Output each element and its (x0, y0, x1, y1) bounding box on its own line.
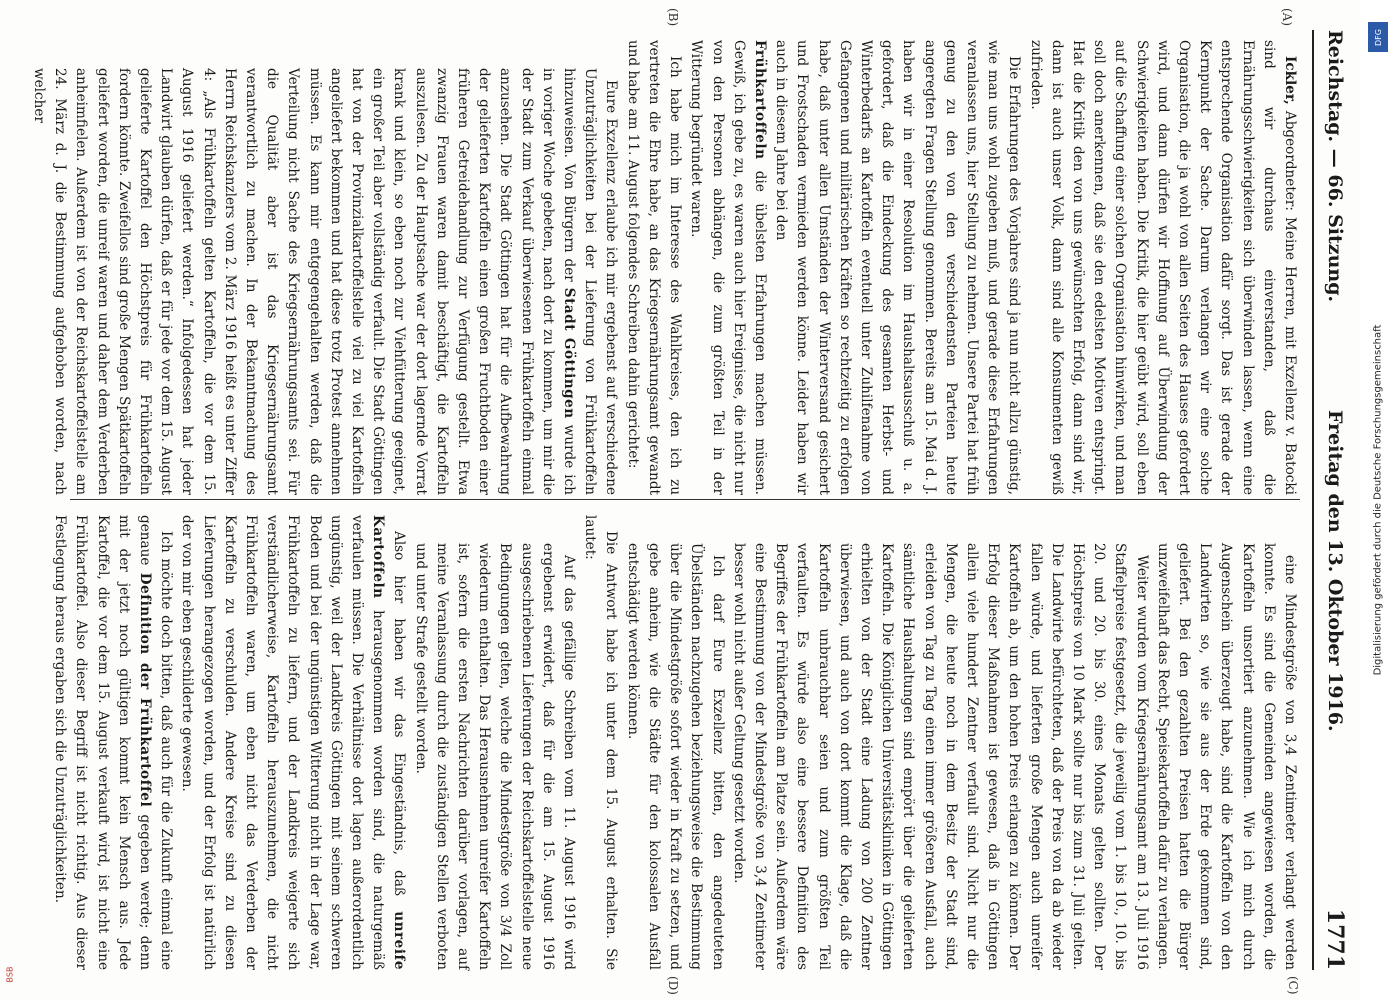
header-rule (1312, 30, 1314, 970)
emphasis: Definition der Frühkartoffel (137, 572, 154, 808)
paragraph-text: Ich möchte doch bitten, daß auch für die Zukunft einmal eine genaue (137, 515, 175, 970)
badge-text: DFG (1373, 28, 1383, 46)
quoted-reply: Auf das gefällige Schreiben vom 11. August 1916 wird ergebenst erwidert, daß für die am 15. August 1916 ausgeschriebenen Lieferungen der Reichskartoffelstelle neue Bedingungen gelten, welche die Mindestgröße von 3/4 Zoll wiederum enthalten. Das Herausnehmen unreifer Kartoffeln ist, sofern die ersten Nachrichten darüber vorlagen, auf meine Veranlassung durch die zuständigen Stellen verboten und unter Strafe gestellt worden. (412, 543, 578, 970)
emphasis: Stadt Göttingen (561, 287, 578, 419)
dfg-logo (1368, 22, 1388, 52)
paragraph: Die Erfahrungen des Vorjahres sind ja nun nicht allzu günstig, wie man uns wohl zugeben muß, und gerade diese Erfahrungen veranlassen uns, hier Stellung zu nehmen. Unsere Partei hat früh genug zu den von den verschiedensten Parteien heute angeregten Fragen Stellung genommen. Bereits am 15. Mai d. J. haben wir in einer Resolution im Haushaltsausschuß u. a. gefordert, daß die Eindeckung des gesamten Herbst- und Winterbedarfs an Kartoffeln eventuell unter Zuhilfenahme von Gefangenen und militärischen Kräften so rechtzeitig zu erfolgen habe, daß unter allen Umständen der Winterversand gesichert und Frostschaden vermieden werden könne. Leider haben wir auch in diesem Jahre bei den (773, 40, 1023, 495)
paragraph-text: die übelsten Erfahrungen machen müssen. Gewiß, ich gebe zu, es waren auch hier Ereignisse, die nicht nur von den Personen abhängen, die zum größten Teil in der Witterung begründet waren. (688, 40, 768, 495)
column-divider (70, 499, 1300, 500)
emphasis: Frühkartoffeln (751, 40, 768, 160)
right-column (49, 515, 1300, 970)
quoted-letter: Weiter wurden vom Kriegsernährungsamt am 13. Juli 1916 Staffelpreise festgesetzt, die jeweilig vom 1. bis 10., 10. bis 20. und 20. bis 30. eines Monats gelten sollten. Der Höchstpreis von 10 Mark sollte nur bis zum 31. Juli gelten. Die Landwirte befürchteten, daß der Preis von da ab wieder fallen würde, und lieferten große Mengen auch unreifer Kartoffeln ab, um den hohen Preis erlangen zu können. Der Erfolg dieser Maßnahmen ist gewesen, daß in Göttingen allein viele hundert Zentner verfault sind. Nicht nur die Mengen, die heute noch in dem Besitz der Stadt sind, erleiden von Tag zu Tag einen immer größeren Ausfall, auch sämtliche Haushaltungen sind empört über die gelieferten Kartoffeln. Die Königlichen Universitätskliniken in Göttingen erhielten von der Stadt eine Ladung von 200 Zentner überwiesen, und auch von dort kommt die Klage, daß die Kartoffeln unbrauchbar seien und zum größten Teil verfaulten. Es würde also eine bessere Definition des Begriffes der Frühkartoffeln am Platze sein. Außerdem wäre eine Bestimmung von der Mindestgröße von 3,4 Zentimeter besser wohl nicht außer Geltung gesetzt worden. (730, 543, 1150, 970)
emphasis: unreife Kartoffeln (370, 515, 408, 970)
stamp-text: BSB (5, 966, 15, 983)
paragraph-text: Eure Exzellenz erlaube ich mir ergebenst auf verschiedene Unzuträglichkeiten bei der Lieferung von Frühkartoffeln hinzuweisen. Von Bürgern der (561, 68, 620, 495)
margin-marker-c: (C) (1286, 976, 1300, 995)
digitization-credit (1364, 0, 1392, 1000)
paragraph: Die Antwort habe ich unter dem 15. August erhalten. Sie lautet: (582, 515, 620, 970)
running-head-date: Freitag den 13. Oktober 1916. (1324, 410, 1346, 732)
bsb-stamp (2, 960, 16, 990)
quoted-letter (28, 40, 622, 495)
paragraph-text: Also hier haben wir das Eingeständnis, daß (391, 531, 408, 897)
paragraph (49, 515, 176, 970)
margin-marker-d: (D) (666, 976, 680, 995)
page-number: 1771 (1322, 908, 1348, 970)
paragraph (685, 40, 770, 495)
paragraph-text: gegeben werde; denn mit der jetzt noch gültigen kommt kein Mensch aus. Jede Kartoffel, die vor dem 15. August verkauft wird, ist nicht eine Frühkartoffel. Also dieser Begriff ist nicht richtig. Aus dieser Festlegung heraus ergaben sich die Unzuträglichkeiten. (52, 515, 154, 970)
margin-marker-a: (A) (1280, 8, 1294, 27)
margin-marker-b: (B) (666, 8, 680, 27)
running-head-left: Reichstag. — 66. Sitzung. (1324, 30, 1346, 303)
speaker-name: Ickler, (1282, 56, 1298, 105)
paragraph-text: wurde ich in voriger Woche gebeten, nach dort zu kommen, um mir die der Stadt zum Verkauf überwiesenen Frühkartoffeln einmal anzusehen. Die Stadt Göttingen hat für die Aufbewahrung der gelieferten Kartoffeln einen großen Fruchtboden einer früheren Getreidehandlung zur Verfügung gestellt. Etwa zwanzig Frauen waren damit beschäftigt, die Kartoffeln auszulesen. Zu der Hauptsache war der dort lagernde Vorrat krank und klein, so eben noch zur Viehfütterung geeignet, ein großer Teil aber vollständig verfault. Die Stadt Göttingen hat von der Provinzialkartoffelstelle viel zu viel Kartoffeln angeliefert bekommen und hat diese trotz Protest annehmen müssen. Es kann mir entgegengehalten werden, daß die Verteilung nicht Sache des Kriegsernährungsamts sei. Für die Qualität aber ist das Kriegsernährungsamt verantwortlich zu machen. In der Bekanntmachung des Herrn Reichskanzlers vom 2. März 1916 heißt es unter Ziffer 4: „Als Frühkartoffeln gelten Kartoffeln, die vor dem 15. August 1916 geliefert werden.“ Infolgedessen hat jeder Landwirt glauben dürfen, daß er für jede vor dem 15. August gelieferte Kartoffel den Höchstpreis für Frühkartoffeln fordern könnte. Zweifellos sind große Mengen Spätkartoffeln geliefert worden, die unreif waren und daher dem Verderben anheimfielen. Außerdem ist von der Reichskartoffelstelle am 24. März d. J. die Bestimmung aufgehoben worden, nach welcher (31, 68, 578, 495)
running-head (1316, 30, 1350, 970)
paragraph (176, 515, 409, 970)
credit-text: Digitalisierung gefördert durch die Deutsche Forschungsgemeinschaft (1372, 324, 1384, 676)
paragraph-text: herausgenommen worden sind, die naturgemäß verfaulen müssen. Die Verhältnisse dort lagen außerordentlich ungünstig, weil der Landkreis Göttingen mit seinem schweren Boden und bei der ungünstigen Witterung nicht in der Lage war, Frühkartoffeln zu liefern, und der Landkreis weigerte sich verständlicherweise, Kartoffeln herauszunehmen, die nicht Frühkartoffeln waren, um eben nicht das Verderben der Kartoffeln zu verschulden. Andere Kreise sind zu diesen Lieferungen herangezogen worden, und der Erfolg ist natürlich der von mir eben geschilderte gewesen. (179, 515, 387, 970)
paragraph-text: Abgeordneter: Meine Herren, mit Exzellenz v. Batocki sind wir durchaus einverstanden, daß die Ernährungsschwierigkeiten sich überwinden lassen, wenn eine entsprechende Organisation dafür sorgt. Das ist gerade der Kernpunkt der Sache. Darum verlangen wir eine solche Organisation, die ja wohl von allen Seiten des Hauses gefordert wird, und dann dürfen wir Hoffnung auf Überwindung der Schwierigkeiten haben. Die Kritik, die hier geübt wird, soll eben auf die Schaffung einer solchen Organisation hinwirken, und man soll doch anerkennen, daß sie den edelsten Motiven entspringt. Hat die Kritik den von uns gewünschten Erfolg, dann sind wir, dann ist auch unser Volk, dann sind alle Konsumenten gewiß zufrieden. (1027, 40, 1298, 495)
quoted-letter: Ich darf Eure Exzellenz bitten, den angedeuteten Übelständen nachzugehen beziehungsweise die Bestimmung über die Mindestgröße sofort wieder in Kraft zu setzen, und gebe anheim, wie die Städte für den kolossalen Ausfall entschädigt werden können. (624, 543, 726, 970)
quoted-letter: eine Mindestgröße von 3,4 Zentimeter verlangt werden konnte. Es sind die Gemeinden angewiesen worden, die Kartoffeln unsortiert anzunehmen. Wie ich mich durch Augenschein überzeugt habe, sind die Kartoffeln von den Landwirten so, wie sie aus der Erde gekommen sind, geliefert. Bei den gezahlten Preisen hatten die Bürger unzweifelhaft das Recht, Speisekartoffeln dafür zu verlangen. (1154, 543, 1298, 970)
paragraph (1024, 40, 1300, 495)
paragraph: Ich habe mich im Interesse des Wahlkreises, den ich zu vertreten die Ehre habe, an das Kriegsernährungsamt gewandt und habe am 11. August folgendes Schreiben dahin gerichtet: (624, 40, 684, 495)
left-column (28, 40, 1300, 495)
